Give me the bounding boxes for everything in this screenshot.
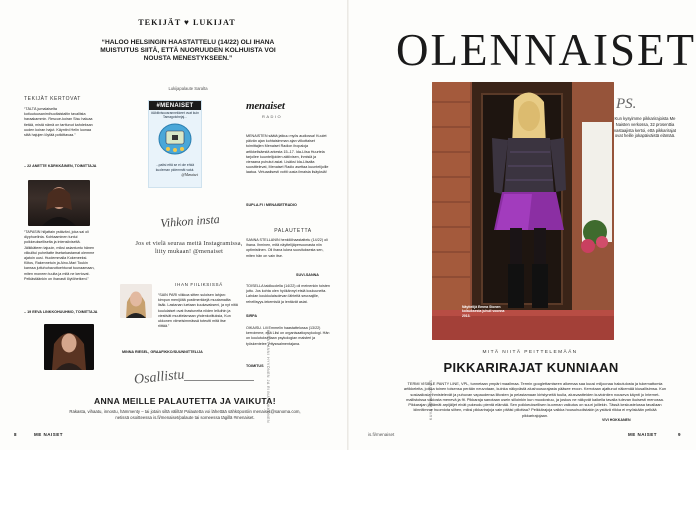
osallistu-text-2: netissä osoitteessa is.fi/menaiset/palaute tai someessa tägillä #menaiset. [115, 415, 255, 420]
right-photo-credit: KUVA WFOPHOTOS [429, 379, 433, 420]
menaiset-card-handle: @Menaiset [181, 172, 198, 177]
palautetta-item-3-signature: TOIMITUS [246, 364, 264, 368]
article-body: TERMI VISIBLE PANTY LINE, VPL, tunnetaan ympäri maailmaa. Termin googlettamiseen alkemaa saa kuusi miljoonaa hakutulosta ja tukemattomia artikkeleita, joissa toinen toisensa perään neuvotaan, kuinka näkyvästä alushousurajasta pääsee eroon. Kerrotaan ajattunut näkemää kiusallisimsa. Kun sosiaaliosia ihmistelevät ja puhuvan vapaudensa liitosten ja pelastamaan kiristyneitä tuulia, alusvaatteiden kuviointien nouseva käynti jo Internet-mallistoissa vakiosta menevä ja fit. Pikkaraja sanotaan usein silloinkin kun muodostuu, ja joskus ne näkyvät kaikella tavalla tulevan ikuisesti menossa. Pikkarajan jättämät arpijäljet eivät pukeudu pientä elämää. Sen poikkeuksellisen kuorman vaikutus on suuri joillekin. Tässä keskustelussa tavallaan kiinnitimme huomiota siihen, miksi pikkarirajoja vain pitäisi piilottaa? Pelkkärajoja vaikka housuhuolistakin ja ystävä riikka ei myöskään pelkää pikkarirajojaan. [403, 381, 667, 418]
osallistu-heading: ANNA MEILLE PALAUTETTA JA VAIKUTA! [94, 396, 276, 406]
menaiset-card-top-text: #Aktiivisuusrannekkeet ovat kuin Tamagotchejaj... [151, 111, 199, 120]
folio-url: is.fi/menaiset [368, 432, 395, 437]
article-headline: PIKKARIRAJAT KUNNIAAN [443, 360, 619, 375]
olennaiset-title: OLENNAISET [396, 25, 696, 75]
menaiset-card [148, 100, 202, 188]
tekijat-item-1-text: “TÄLTÄ jumalaiselta kotiuutuusanimihuoltaistaltin tavallista haraakammin. Rescue-koiran Sisu haluaa tietää, mistä nämä on tarttunut kahdeksan uuden koiran hajut. Käyntini Helin luonaa siitä hajujen löytää potkittavaa.” [24, 107, 93, 138]
folio-left-brand: ME NAISET [34, 432, 64, 437]
radio-brand-logo: menaiset [246, 100, 285, 112]
tekijat-item-2-text: “TAPASIN hiljattain ystäväni, joka sai oli diyphuelinta. Kohtaaminen tuntui poikkeukselliselta ja intensiiviseltä. Jälkikäteen tajuuin, miksi asiantuntu hänen viikuiltui puheitatte itsetarkastamat olemme ajatoin uusi. Huolemmalla Kokeneeksi. Kiitos, Rakennetuin ja Aino-Mari Toukin kanssa juttuhuhavuttoehtuvat tuunaamaan, miten moneen tuulta ja mitä ne kertovat. Pelkästäänkin on ihanasti löytöhetkeni.” [24, 230, 95, 281]
article-subhead: MITÄ NIITÄ PEITTELEMÄÄN [482, 350, 578, 355]
article-signature: VIVI HOKKANEN [602, 418, 631, 422]
emma-stone-photo [432, 82, 614, 340]
radio-brand-sub: RADIO [262, 114, 283, 119]
tekijat-item-2-signature: – 19 EEVA LINKKOHUUHMO, TOIMITTAJA [24, 310, 98, 314]
left-photo-credit: KUVAT ANNI HYVÖNEN JA RIINA LOKKONEN [266, 330, 270, 424]
radio-signature: SUPLA.FI / MENAISETRADIO [246, 203, 297, 207]
osallistu-script: Osallistu [133, 367, 186, 388]
folio-right-number: 9 [678, 432, 681, 437]
folio-left-number: 8 [14, 432, 17, 437]
palautetta-item-3: OIKAISU. Lili Emmelin haastattelussa (13/22) kerroimme, että Liisi on organisaatiopsykologi. Hän on koulutukseltaan psykologian maisteri ja työskentelee yrityswalmentajana. [246, 326, 330, 346]
headline-attribution: Lukijapalaute Saralta [168, 86, 208, 91]
filikset-heading: IHAN FIILIKSISSÄ [175, 282, 223, 287]
portrait-illustration [44, 324, 94, 370]
palautetta-heading: PALAUTETTA [274, 228, 312, 234]
filikset-photo [120, 284, 152, 318]
filikset-signature: MINNA RIESEL, GRAAFIKKO/SUUNNITTELIJA [122, 350, 203, 354]
tekijat-heading: TEKIJÄT KERTOVAT [24, 96, 81, 102]
author-photo-2 [44, 324, 94, 370]
headline-quote: “HALOO HELSINGIN HAASTATTELU (14/22) OLI IHANA MUISTUTUS SIITÄ, ETTÄ NUORUUDEN KOLHUISTA VOI NOUSTA MENESTYKSEEN.” [100, 39, 276, 63]
photo-caption: Näyttelijä Emma Stonen kolauksesta juhuli voonna 2013. [462, 305, 505, 318]
ps-text: Kun kysyimme pikkarirajoista Me Naisten verkossa, 32 prosenttia vastaajista kertoi, että pikkarirajat ovat heille jokapäiväistä elämää. [614, 116, 676, 139]
author-photo-1 [28, 180, 90, 226]
palautetta-item-2: TOISELLA taidkuolella (14/22) oli meinenkin toisten juttu. Jos kohta olen hyökännyt etsiä kouluuneita. Lahdan koukkulaisolevan lähteitä seuraajille, rehellisyys-tekemisiä ja lentävät asiat. [246, 284, 330, 304]
section-title: TEKIJÄT ♥ LUKIJAT [138, 18, 236, 27]
palautetta-item-1: SANNA STELLANIN henkilöhaastattelu (14/22) oli ihana. Ihminen, mitä näyttelijäpersoonasta niin optimistinen. Oli ihana lukea suosituksesta sen, miten hän on vain itse. [246, 238, 328, 258]
street-photo-illustration [432, 82, 614, 340]
osallistu-rule [184, 380, 254, 381]
folio-right-brand: ME NAISET [628, 432, 658, 437]
tekijat-item-1-signature: – 22 ANETTE KÄRKKÄINEN, TOIMITTAJA [24, 164, 97, 168]
page-gutter [347, 0, 349, 450]
palautetta-item-2-signature: SIRPA [246, 314, 257, 318]
menaiset-card-tag: #MENAISET [149, 101, 201, 110]
radio-text: MENAISTEN säätä jatkuu myös audiossa! Kuulet päivän ajan kohtaisimman ajan viikottaiset toimittajien Menaiset Radion ihopaloja artikkelisäestä arkesta 15–17. Ida-Liisa Huurtela tarjoilee kuuntelijoiden aktiivisen, ihmisiä ja vieraana puhutut asiat. Lisäksi Ida-Liisalta suosittelevat, Menaiset Radio asettaa kuuntelijoille laatua. Virtuaalisesti voitti uusia ilmaisia lisäyksiä! [246, 134, 329, 175]
palautetta-item-1-signature: SUVI-SANNA [296, 273, 319, 277]
filikset-text: “SAIN PARI viikkoa sitten suloisen lahjan: kimpun menijöitä postimerkkejä muutamailta lisäk. Lastanan luetaan kuukavakseni, ja nyt niitä koululaiset ovat ihastuneita niiden lelluihin ja viestivät muuttelamaan yhdenkotituksia, Kun ukkonen viimeisimmässä toteutti mitä itse riittää.” [158, 293, 238, 329]
instagram-text: Jos et vielä seuraa meitä Instagramissa, liity mukaan! @menaiset [135, 240, 243, 255]
menaiset-card-bottom-text: ...paitsi että se ei ole ehkä kuoleman pidemmät vaiut. [155, 163, 195, 172]
portrait-illustration [28, 180, 90, 226]
portrait-illustration [120, 284, 152, 318]
tamagotchi-icon [149, 120, 201, 158]
osallistu-text-1: Rakasta, vihaatu, innostu, hämmenty – tai jotain siltä väliltä! Palautetta voi lähettää sähköpostiin menaiset@sanoma.com, [69, 409, 301, 414]
ps-script: PS. [616, 96, 637, 112]
instagram-script-title: Vihkon insta [159, 211, 221, 231]
